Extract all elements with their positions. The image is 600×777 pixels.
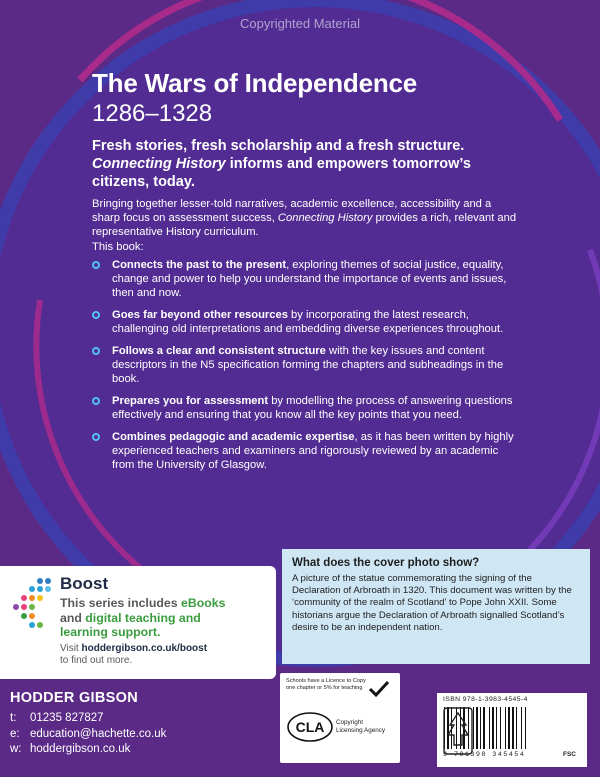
phone-key: t: — [10, 712, 17, 724]
bullet-text: with the key issues and content descriptors in the N5 specification forming the chapters and subheadings in the book. — [112, 345, 504, 386]
check-icon — [368, 680, 390, 698]
bullet-heading: Goes far beyond other resources — [112, 309, 288, 322]
intro-text1: Bringing together lesser-told narratives, academic excellence, accessibility and a sharp focus on assessment success, — [92, 198, 492, 225]
intro-text2: provides a rich, relevant and representative History curriculum. — [92, 212, 517, 239]
bullet-heading: Combines pedagogic and academic expertise — [112, 431, 355, 444]
list-item — [92, 394, 522, 422]
web-row — [10, 742, 166, 758]
bullet-text: , as it has been written by highly experienced teachers and examiners and rigorously reviewed by an academic from the University of Glasgow. — [112, 431, 514, 472]
isbn-barcode-box — [437, 693, 587, 767]
boost-visit — [60, 643, 266, 667]
cla-logo — [286, 711, 334, 743]
phone-value: 01235 827827 — [30, 712, 104, 724]
fsc-tree-icon — [443, 707, 473, 755]
cla-agency-line: Licensing Agency — [336, 727, 386, 734]
fsc-label: FSC — [563, 751, 576, 758]
boost-link[interactable]: hoddergibson.co.uk/boost — [81, 642, 208, 654]
list-item — [92, 344, 522, 387]
lead-series-name: Connecting History — [92, 156, 226, 172]
boost-visit-text: Visit — [60, 642, 82, 654]
book-subtitle: 1286–1328 — [92, 100, 213, 127]
bullet-heading: Connects the past to the present — [112, 259, 287, 271]
web-key: w: — [10, 743, 22, 755]
svg-text:CLA: CLA — [295, 719, 325, 735]
publisher-contact — [10, 711, 166, 758]
copyright-watermark: Copyrighted Material — [240, 16, 360, 31]
cla-agency-line: Copyright — [336, 719, 363, 726]
lead-paragraph — [92, 137, 522, 191]
list-item — [92, 308, 522, 336]
cla-agency-name — [336, 719, 396, 735]
list-item — [92, 430, 522, 473]
bullet-icon — [92, 261, 100, 269]
web-link[interactable]: hoddergibson.co.uk — [30, 743, 131, 755]
boost-highlight: digital teaching and — [85, 610, 201, 625]
lead-line1: Fresh stories, fresh scholarship and a fresh structure. — [92, 138, 465, 154]
barcode-digits: 9 781398 345454 — [443, 751, 526, 759]
bullet-icon — [92, 311, 100, 319]
bullet-icon — [92, 433, 100, 441]
cla-licence-text: Schools have a Licence to Copy one chapter or 5% for teaching — [286, 678, 366, 691]
boost-dots-icon — [10, 576, 56, 636]
bullet-heading: Prepares you for assessment — [112, 395, 269, 408]
list-item — [92, 258, 522, 301]
isbn-label: ISBN 978-1-3983-4545-4 — [443, 696, 528, 703]
boost-brand: Boost — [60, 574, 109, 593]
phone-row — [10, 711, 166, 727]
boost-highlight: learning support. — [60, 625, 161, 639]
email-row — [10, 727, 166, 743]
boost-panel — [0, 566, 276, 679]
publisher-name: HODDER GIBSON — [10, 690, 138, 706]
bullet-text: by modelling the process of answering questions effectively and ensuring that you know all the key points that you need. — [112, 395, 513, 422]
cla-licence-box — [280, 673, 400, 763]
bullet-heading: Follows a clear and consistent structure — [112, 345, 326, 358]
feature-list — [92, 258, 522, 480]
email-key: e: — [10, 727, 20, 740]
email-link[interactable]: education@hachette.co.uk — [30, 727, 167, 740]
book-title: The Wars of Independence — [92, 68, 418, 98]
boost-visit-text: to find out more. — [60, 654, 133, 666]
boost-highlight: eBooks — [180, 596, 226, 610]
boost-text: This series includes — [60, 596, 181, 610]
this-book-label: This book: — [92, 241, 144, 253]
bullet-text: , exploring themes of social justice, equality, change and power to help you understand the importance of events and issues, then and now. — [112, 259, 507, 300]
intro-series-name: Connecting History — [277, 212, 373, 225]
boost-text: and — [60, 610, 86, 625]
cover-photo-question: What does the cover photo show? — [292, 557, 480, 569]
cover-photo-answer: A picture of the statue commemorating the signing of the Declaration of Arbroath in 1320. This document was written by the ‘community of the realm of Scotland’ to Pope John XXII. Some historians argue the Declaration of Arbroath signalled Scotland’s desire to be an independent nation. — [292, 573, 572, 633]
boost-tagline — [60, 596, 266, 640]
bullet-icon — [92, 397, 100, 405]
bullet-text: by incorporating the latest research, challenging old interpretations and embedding diverse experiences throughout. — [112, 309, 504, 336]
bullet-icon — [92, 347, 100, 355]
cover-photo-info-box — [282, 549, 590, 664]
intro-paragraph — [92, 197, 522, 240]
lead-line2: informs and empowers tomorrow’s citizens, today. — [92, 156, 471, 190]
